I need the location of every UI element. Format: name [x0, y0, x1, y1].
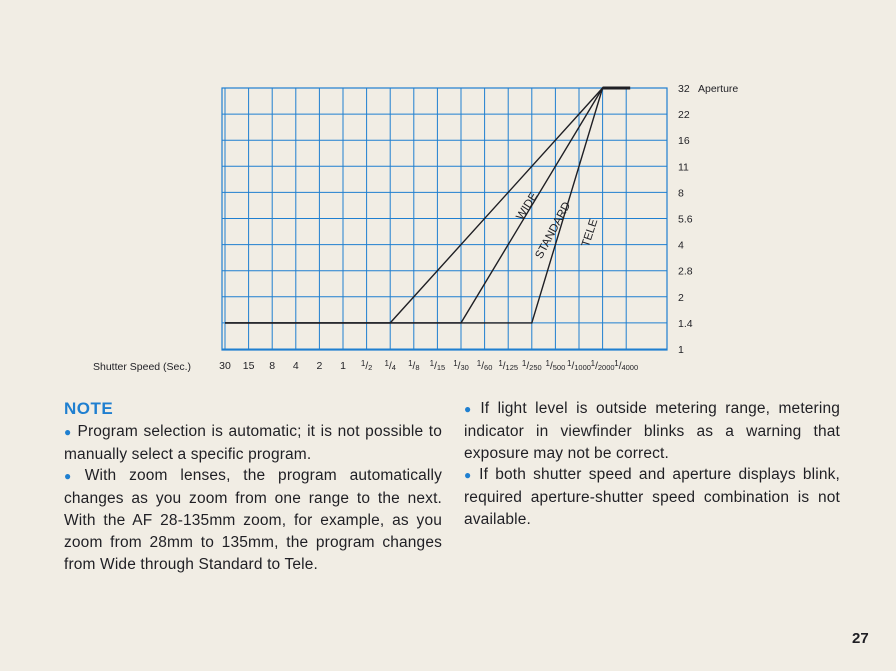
note-paragraph	[64, 465, 442, 575]
x-tick-label: 1/500	[545, 359, 566, 372]
x-tick-label: 1/125	[498, 359, 519, 372]
note-heading: NOTE	[64, 399, 114, 418]
y-tick-label: 1.4	[678, 317, 693, 330]
x-tick-label: 1/4	[384, 359, 396, 372]
chart-series-labels	[514, 190, 600, 261]
x-tick-label: 1/15	[429, 359, 446, 372]
note-right-column	[464, 398, 840, 531]
y-tick-labels	[678, 83, 693, 356]
bullet-icon: ●	[464, 402, 476, 416]
x-tick-label: 30	[219, 360, 231, 372]
bullet-icon: ●	[64, 424, 73, 439]
x-axis-label: Shutter Speed (Sec.)	[93, 361, 192, 373]
x-tick-label: 1	[340, 360, 346, 372]
bullet-icon: ●	[64, 469, 80, 484]
series-label-standard: STANDARD	[533, 200, 574, 261]
y-tick-label: 4	[678, 239, 684, 252]
y-tick-label: 8	[678, 187, 684, 200]
x-tick-label: 1/30	[453, 359, 469, 372]
series-label-wide: WIDE	[514, 190, 541, 223]
y-tick-label: 22	[678, 109, 690, 122]
chart-grid	[222, 88, 667, 350]
y-tick-label: 2.8	[678, 265, 693, 278]
y-tick-label: 2	[678, 291, 684, 304]
y-tick-label: 16	[678, 135, 690, 148]
y-tick-label: 11	[678, 161, 689, 174]
note-left-column	[64, 398, 442, 575]
note-paragraph	[64, 421, 442, 466]
note-text: Program selection is automatic; it is not possible to manually select a specific program.	[64, 422, 442, 463]
y-axis-label: Aperture	[698, 83, 739, 95]
x-tick-label: 1/4000	[614, 359, 639, 372]
y-tick-label: 5.6	[678, 213, 693, 226]
series-label-tele: TELE	[579, 217, 601, 249]
x-tick-labels	[219, 359, 638, 372]
note-paragraph	[464, 398, 840, 464]
note-text: If light level is outside metering range, metering indicator in viewfinder blinks as a warning that exposure may not be correct.	[464, 400, 840, 462]
x-tick-label: 1/2000	[590, 359, 615, 372]
x-tick-label: 1/2	[360, 359, 373, 372]
y-tick-label: 1	[678, 344, 684, 356]
x-tick-label: 1/250	[521, 359, 542, 372]
page-number: 27	[852, 630, 869, 647]
x-tick-label: 1/8	[408, 359, 420, 372]
bullet-icon: ●	[464, 468, 475, 483]
x-tick-label: 1/1000	[567, 359, 591, 372]
x-tick-label: 4	[292, 360, 299, 372]
x-tick-label: 8	[269, 360, 276, 372]
x-tick-label: 15	[242, 360, 255, 372]
x-tick-label: 1/60	[476, 359, 493, 372]
x-tick-label: 2	[316, 360, 323, 372]
y-tick-label: 32	[678, 83, 690, 95]
note-text: With zoom lenses, the program automatically changes as you zoom from one range to the next. With the AF 28-135mm zoom, for example, as you zoom from 28mm to 135mm, the program changes from Wide through Standard to Tele.	[64, 467, 442, 573]
note-text: If both shutter speed and aperture displays blink, required aperture-shutter speed combination is not available.	[464, 466, 840, 528]
note-paragraph	[464, 464, 840, 530]
